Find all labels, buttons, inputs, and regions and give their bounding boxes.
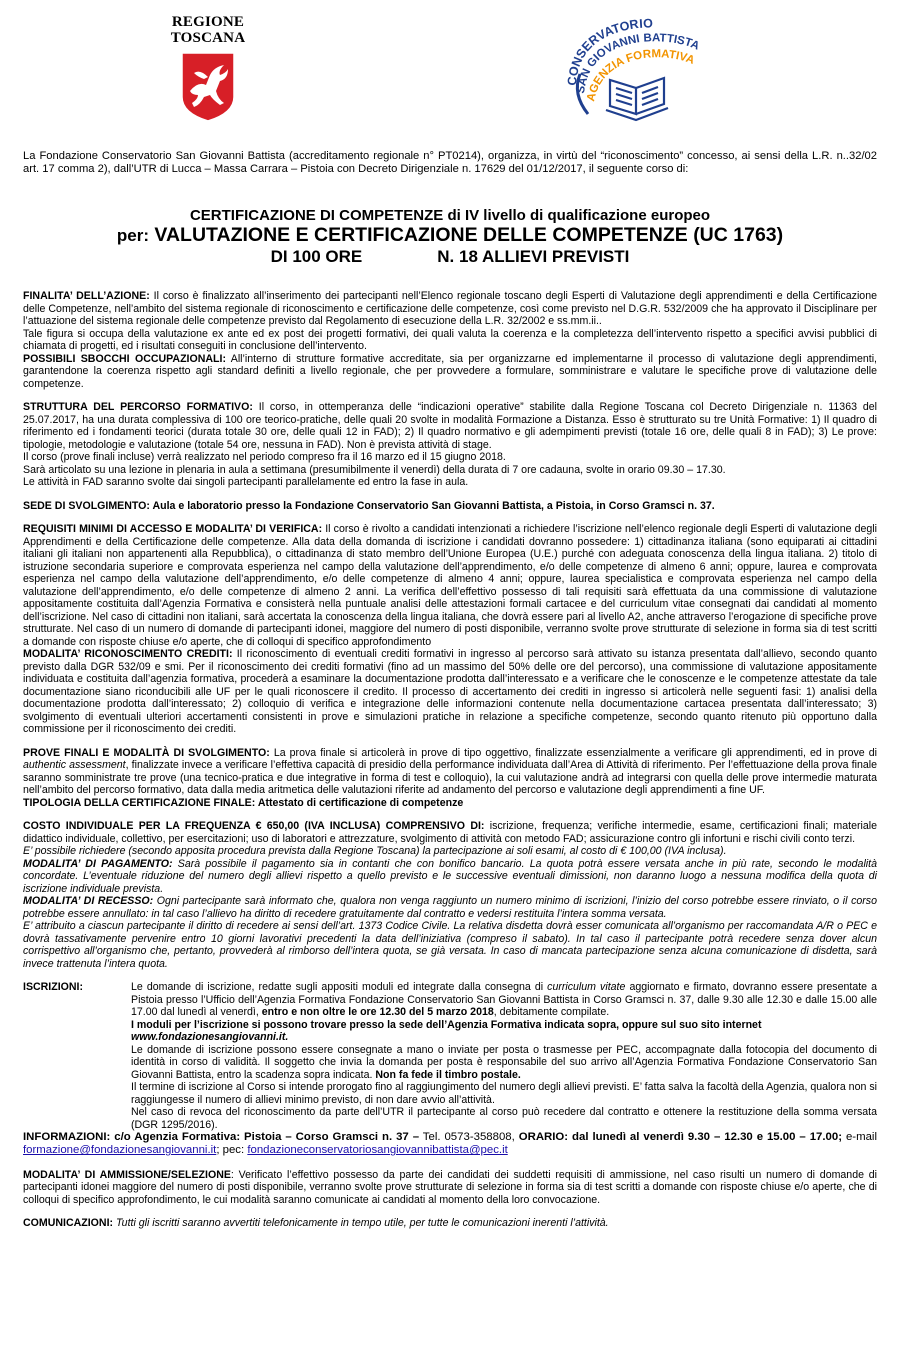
email-link[interactable]: formazione@fondazionesangiovanni.it <box>23 1144 217 1157</box>
requisiti-section <box>23 523 877 648</box>
title-hours: DI 100 ORE <box>270 247 363 266</box>
finalita-label: FINALITA’ DELL’AZIONE: <box>23 290 150 302</box>
logo-line2: SAN GIOVANNI BATTISTA <box>575 32 702 95</box>
informazioni-orario: ORARIO: dal lunedì al venerdì 9.30 – 12.30 e 15.00 – 17.00; <box>518 1131 843 1143</box>
course-title <box>23 207 877 266</box>
recesso-section <box>23 895 877 920</box>
pagamento-label: MODALITA’ DI PAGAMENTO: <box>23 857 173 870</box>
iscrizioni-p4: Il termine di iscrizione al Corso si intende prorogato fino al raggiungimento del numero degli allievi previsti. E’ fatta salva la facoltà della Agenzia, qualora non si raggiungesse il numero di allievi minimo previsto, di non dare avvio all’attività. <box>131 1081 877 1106</box>
informazioni-email-label: e-mail <box>842 1131 877 1143</box>
informazioni-label: INFORMAZIONI <box>23 1131 107 1143</box>
struttura-section <box>23 401 877 451</box>
conservatorio-logo <box>558 14 718 139</box>
informazioni-tel: Tel. 0573-358808, <box>419 1131 519 1143</box>
iscrizioni-section <box>23 981 877 1131</box>
logo-line1: CONSERVATORIO <box>564 16 654 87</box>
iscrizioni-content <box>131 981 877 1131</box>
intro-paragraph: La Fondazione Conservatorio San Giovanni Battista (accreditamento regionale n° PT0214), organizza, in virtù del “riconoscimento” concesso, ai sensi della L.R. n..32/02 art. 17 comma 2), dall’UTR di Lucca – Massa Carrara – Pistoia con Decreto Dirigenziale n. 17629 del 01/12/2017, il seguente corso di: <box>23 150 877 176</box>
ammissione-label: MODALITA’ DI AMMISSIONE/SELEZIONE <box>23 1168 231 1181</box>
iscrizioni-label: ISCRIZIONI: <box>23 981 84 993</box>
sbocchi-label: POSSIBILI SBOCCHI OCCUPAZIONALI: <box>23 352 226 365</box>
ammissione-text: : Verificato l’effettivo possesso da parte dei candidati dei suddetti requisiti di ammissione, nel caso risulti un numero di domande di partecipanti idonei maggiore del numero di posti disponibile, verranno svolte prove strutturate di selezione in forma sia di test scritti a domande con risposte chiuse e/o aperte, che di colloqui di specifico approfondimento, le cui modalità saranno comunicate ai candidati al momento della loro convocazione. <box>23 1168 878 1206</box>
rt-line1: REGIONE <box>171 14 245 30</box>
iscrizioni-p5: Nel caso di revoca del riconoscimento da parte dell’UTR il partecipante al corso può recedere dal contratto e ottenere la restituzione della somma versata (DGR 1295/2016). <box>131 1106 877 1131</box>
ammissione-section <box>23 1169 877 1207</box>
comunicazioni-section <box>23 1217 877 1230</box>
finalita-text: Il corso è finalizzato all’inserimento dei partecipanti nell’Elenco regionale toscano degli Esperti di Valutazione degli apprendimenti e della Certificazione delle Competenze, nell’ambito del sistema regionale di riconoscimento e certificazione delle competenze, così come previsto nel D.G.R. 532/2009 che ha approvato il Disciplinare per l’attuazione del sistema regionale delle competenze previsto dal Regolamento di esecuzione della L.R. 32/2002 e ss.mm.ii.. <box>23 290 877 327</box>
iscrizioni-p2-text: I moduli per l’iscrizione si possono trovare presso la sede dell’Agenzia Formativa indicata sopra, oppure sul suo sito internet <box>131 1018 762 1031</box>
iscrizioni-p1b: aggiornato e firmato, dovranno essere presentate a Pistoia presso l’Ufficio dell’Agenzia Formativa Fondazione Conservatorio San Giovanni Battista in Corso Gramsci n. 37, dalle 9.30 alle 12.30 e dalle 15.00 alle 17.00 dal lunedì al venerdì, <box>131 981 878 1018</box>
iscrizioni-p2 <box>131 1019 877 1044</box>
pagamento-text: Sarà possibile il pagamento sia in contanti che con bonifico bancario. La quota potrà essere versata anche in più rate, secondo le modalità concordate. L’eventuale riduzione del numero degli allievi rispetto a quello previsto e le successive eventuali dimissioni, non daranno luogo a nessuna modifica della quota di iscrizione individuale prevista. <box>23 857 877 895</box>
regione-toscana-logo <box>168 14 248 127</box>
recesso-text2: E’ attribuito a ciascun partecipante il diritto di recedere ai sensi dell’art. 1373 Codice Civile. La relativa disdetta dovrà esser comunicata all’organismo per raccomandata A/R o PEC e dovrà tassativamente pervenire entro 10 giorni lavorativi precedenti la data dell’iniziativa (compreso il sabato). In tal caso il partecipante potrà recedere senza dover alcun corrispettivo all’organismo che, pertanto, provvederà al rimborso dell’intera quota, se già versata. In caso di mancata partecipazione senza alcuna comunicazione di disdetta, sarà invece trattenuta l’intera quota. <box>23 920 877 970</box>
prove-label: PROVE FINALI E MODALITÀ DI SVOLGIMENTO: <box>23 746 270 759</box>
pagamento-section <box>23 858 877 896</box>
iscrizioni-deadline: entro e non oltre le ore 12.30 del 5 marzo 2018 <box>261 1006 494 1018</box>
logo-line3: AGENZIA FORMATIVA <box>585 48 697 103</box>
requisiti-text: Il corso è rivolto a candidati intenzionati a richiedere l’iscrizione nell’elenco regionale degli Esperti di valutazione degli Apprendimenti e della Certificazione delle competenze. Alla data della domanda di iscrizione i candidati dovranno possedere: 1) cittadinanza italiana (sono equiparati ai cittadini italiani gli italiani non appartenenti alla Repubblica), o cittadinanza di stato membro dell’Unione Europea (U.E.) purché con adeguata conoscenza della lingua italiana. 2) titolo di istruzione secondaria superiore e comprovata esperienza nel campo della valutazione dell’apprendimento, e/o delle competenze di almeno 6 anni; oppure, laurea e comprovata esperienza nel campo della valutazione dell’apprendimento, e/o delle competenze di almeno 4 anni; oppure, laurea specialistica e comprovata esperienza nel campo della valutazione dell’apprendimento, e/o delle competenze di almeno 2 anni. La verifica dell’effettivo possesso di tali requisiti sarà effettuata da una commissione di valutazione appositamente costituita dall’Agenzia Formativa e consisterà nella puntuale analisi delle attestazioni formali cartacee e del curriculum vitae consegnati dai candidati al momento dell’iscrizione. Nel caso di cittadini non italiani, sarà accertata la conoscenza della lingua italiana, che dovrà essere pari al livello A2, anche attraverso l’erogazione di specifiche prove strutturate. Nel caso di un numero di domande di partecipanti idonei, maggiore del numero di posti disponibile, verranno svolte prove strutturate di selezione in forma sia di test scritti a domande con risposte chiuse e/o aperte, che di colloqui di specifico approfondimento <box>23 523 877 648</box>
struttura-line4: Le attività in FAD saranno svolte dai singoli partecipanti parallelamente ed entro la fase in aula. <box>23 476 469 488</box>
finalita-text2: Tale figura si occupa della valutazione ex ante ed ex post dei progetti formativi, dei quali valuta la coerenza e la completezza dell’intervento rispetto a specifici avvisi pubblici di chiamata di progetti, ed i risultati conseguiti in conclusione dell’intervento. <box>23 327 877 352</box>
struttura-label: STRUTTURA DEL PERCORSO FORMATIVO: <box>23 401 253 413</box>
prove-section <box>23 747 877 797</box>
informazioni-section <box>23 1131 877 1158</box>
sbocchi-section <box>23 353 877 391</box>
open-book-icon <box>606 78 668 120</box>
costo-section <box>23 820 877 845</box>
recesso-text: Ogni partecipante sarà informato che, qualora non venga raggiunto un numero minimo di iscrizioni, l’inizio del corso potrebbe essere rinviato, o il corso potrebbe essere annullato: in tal caso l’allievo ha diritto di recedere gratuitamente dal contratto e vedersi restituita l’intera somma versata. <box>23 895 877 920</box>
recesso-label: MODALITA’ DI RECESSO: <box>23 895 154 907</box>
prove-text-a: La prova finale si articolerà in prove di tipo oggettivo, finalizzate essenzialmente a verificare gli apprendimenti, ed in prove di <box>269 746 877 759</box>
prove-text-italic: authentic assessment <box>23 759 126 771</box>
title-line2 <box>23 224 877 247</box>
struttura-line2: Il corso (prove finali incluse) verrà realizzato nel periodo compreso fra il 16 marzo ed il 15 giugno 2018. <box>23 451 506 463</box>
requisiti-label: REQUISITI MINIMI DI ACCESSO E MODALITA’ DI VERIFICA: <box>23 523 323 535</box>
struttura-line3: Sarà articolato su una lezione in plenaria in aula a settimana (presumibilmente il venerdì) della durata di 7 ore cadauna, svolte in orario 09.30 – 17.30. <box>23 463 726 476</box>
pegasus-shield-icon <box>180 51 236 123</box>
title-line1: CERTIFICAZIONE DI COMPETENZE di IV livello di qualificazione europeo <box>189 207 711 224</box>
website-link[interactable]: www.fondazionesangiovanni.it. <box>131 1031 289 1043</box>
flyer-page <box>23 0 878 1230</box>
title-per: per: <box>116 226 149 245</box>
comunicazioni-label: COMUNICAZIONI: <box>23 1217 114 1230</box>
header <box>23 0 877 140</box>
costo-esami: E’ possibile richiedere (secondo apposita procedura prevista dalla Regione Toscana) la partecipazione ai soli esami, al costo di € 100,00 (IVA inclusa). <box>23 845 727 857</box>
iscrizioni-p3a: Le domande di iscrizione possono essere consegnate a mano o inviate per posta o trasmesse per PEC, accompagnate dalla fotocopia del documento di identità in corso di validità. Il soggetto che invia la domanda per posta è responsabile del suo arrivo all’Agenzia Formativa Fondazione Conservatorio San Giovanni Battista, entro la scadenza sopra indicata. <box>131 1043 877 1081</box>
iscrizioni-p1a: Le domande di iscrizione, redatte sugli appositi moduli ed integrate dalla consegna di <box>131 981 548 993</box>
rt-line2: TOSCANA <box>170 30 246 46</box>
course-body <box>23 290 877 1230</box>
title-main: VALUTAZIONE E CERTIFICAZIONE DELLE COMPETENZE (UC 1763) <box>154 224 784 246</box>
title-students: N. 18 ALLIEVI PREVISTI <box>437 247 630 266</box>
informazioni-pec-label: ; pec: <box>216 1144 248 1157</box>
tipologia-section: TIPOLOGIA DELLA CERTIFICAZIONE FINALE: Attestato di certificazione di competenze <box>23 796 464 809</box>
crediti-text: Il riconoscimento di eventuali crediti formativi in ingresso al percorso sarà attivato su istanza presentata dall’allievo, secondo quanto previsto dalla DGR 532/09 e smi. Per il riconoscimento dei crediti formativi (fino ad un massimo del 50% delle ore del percorso), una commissione di valutazione appositamente individuata e costituita dall’agenzia formativa, procederà a esaminare la documentazione prodotta dall’interessato e a verificare che le conoscenze e le competenze attestate da tale documentazione siano riconducibili alle UF per le quali riconoscere il credito. Il processo di accertamento dei crediti in ingresso si articolerà nelle seguenti fasi: 1) analisi della documentazione prodotta dall’interessato; 2) colloquio di verifica e integrazione delle informazioni contenute nella documentazione cartacea presentata dall’interessato; 3) svolgimento di eventuali ulteriori accertamenti consistenti in prove e simulazioni pratiche in relazione a specifiche competenze, secondo quanto ritenuto più opportuno dalla commissione per il riconoscimento dei crediti. <box>23 648 878 735</box>
costo-label: COSTO INDIVIDUALE PER LA FREQUENZA € 650,00 (IVA INCLUSA) COMPRENSIVO DI: <box>23 820 485 832</box>
crediti-label: MODALITA’ RICONOSCIMENTO CREDITI: <box>23 648 233 660</box>
title-line3 <box>23 247 877 266</box>
sede-section: SEDE DI SVOLGIMENTO: Aula e laboratorio presso la Fondazione Conservatorio San Giovanni Battista, a Pistoia, in Corso Gramsci n. 37. <box>23 499 715 512</box>
iscrizioni-p3 <box>131 1044 877 1082</box>
sbocchi-text: All’interno di strutture formative accreditate, sia per organizzarne ed implementarne il processo di valutazione degli apprendimenti, garantendone la coerenza rispetto agli standard definiti a livello regionale, che per provvedere a formulare, somministrare e valutare le specifiche prove di valutazione delle competenze. <box>23 352 877 390</box>
iscrizioni-p1c: , debitamente compilate. <box>493 1006 610 1018</box>
comunicazioni-text: Tutti gli iscritti saranno avvertiti telefonicamente in tempo utile, per tutte le comunicazioni inerenti l’attività. <box>113 1217 609 1230</box>
prove-text-b: , finalizzate invece a verificare l’effettiva capacità di presidio della performance individuata dall’Area di Attività di riferimento. Per l’effettuazione della prova finale saranno somministrate tre prove (una tecnico-pratica e due integrative in forma di test e colloquio), la cui valutazione andrà ad integrarsi con quella delle prove intermedie maturata nell’ambito del percorso formativo, data dalla media aritmetica delle valutazioni riferite ad andamento del percorso e valutazione degli apprendimenti a fine UF. <box>23 759 877 796</box>
iscrizioni-p3-bold: Non fa fede il timbro postale. <box>375 1068 521 1081</box>
crediti-section <box>23 648 877 736</box>
struttura-text: Il corso, in ottemperanza delle “indicazioni operative” stabilite dalla Regione Toscana col Decreto Dirigenziale n. 11363 del 25.07.2017, ha una durata complessiva di 100 ore teorico-pratiche, delle quali 20 svolte in modalità Formazione a Distanza. Esso è strutturato su tre Unità Formative: 1) Il quadro di riferimento ed i fondamenti teorici (durata totale 30 ore, delle quali 12 in FAD); 2) Il quadro normativo e gli adempimenti previsti (totale 16 ore, delle quali 8 in FAD); 3) Le prove: tipologie, metodologie e valutazione (totale 54 ore, nessuna in FAD). Non è prevista attività di stage. <box>23 401 877 451</box>
iscrizioni-p1 <box>131 981 877 1019</box>
pec-link[interactable]: fondazioneconservatoriosangiovannibattista@pec.it <box>247 1144 508 1157</box>
costo-text: iscrizione, frequenza; verifiche intermedie, esame, certificazioni finali; materiale didattico individuale, collettivo, per esercitazioni; uso di laboratori e attrezzature, svolgimento di attività con metodo FAD; assicurazione contro gli infortuni e rischi civili conto terzi. <box>23 820 877 845</box>
informazioni-address: : c/o Agenzia Formativa: Pistoia – Corso Gramsci n. 37 – <box>106 1131 420 1143</box>
iscrizioni-p1-italic: curriculum vitate <box>547 981 626 993</box>
finalita-section <box>23 290 877 328</box>
